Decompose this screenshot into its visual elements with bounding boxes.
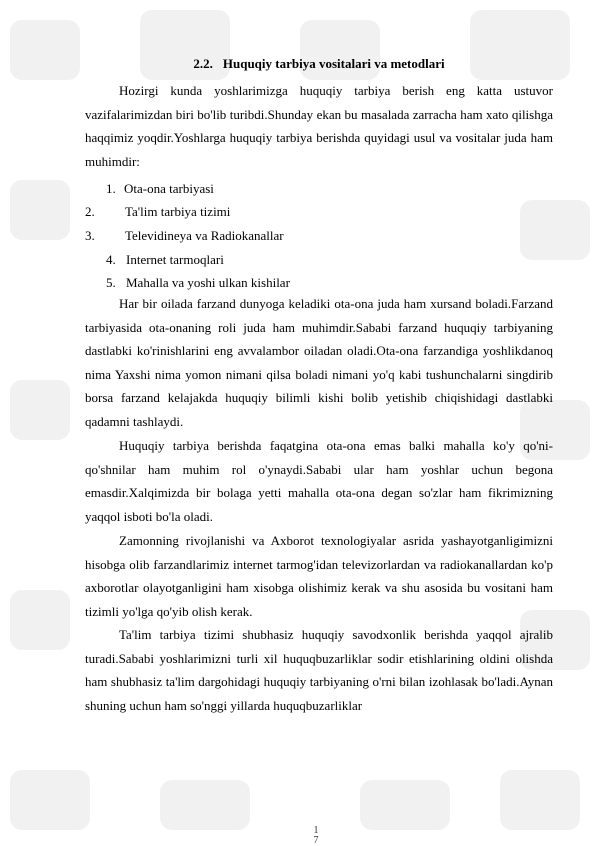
paragraph-text: Huquqiy tarbiya berishda faqatgina ota-ona emas balki mahalla ko'y qo'ni-qo'shnilar ham muhim rol o'ynaydi.Sababi ular ham yoshlar uchun begona emasdir.Xalqimizda bir bolaga yetti mahalla ota-ona degan so'zlar ham fikrimizning yaqqol isboti bo'la oladi. (85, 438, 553, 524)
list-item-number: 1. (106, 181, 116, 196)
body-paragraph-mahalla (85, 434, 553, 528)
list-item-text: Ta'lim tarbiya tizimi (125, 204, 231, 219)
list-item (106, 275, 290, 291)
list-item-text: Televidineya va Radiokanallar (125, 228, 284, 243)
list-item (106, 252, 224, 268)
list-item-number: 3. (85, 228, 95, 243)
section-heading (85, 56, 553, 72)
page-number-line: 7 (313, 835, 319, 846)
list-item (85, 204, 230, 220)
list-item-number: 5. (106, 275, 116, 290)
section-number: 2.2. (193, 56, 213, 71)
paragraph-text: Ta'lim tarbiya tizimi shubhasiz huquqiy savodxonlik berishda yaqqol ajralib turadi.Sababi yoshlarimizni turli xil huquqbuzarliklar sodir etishlarining oldini olishda ham shubhasiz ta'lim dargohidagi huquqiy tarbiyaning o'rni bilan izohlasak bo'ladi.Aynan shuning uchun ham so'nggi yillarda huquqbuzarliklar (85, 627, 553, 713)
paragraph-text: Zamonning rivojlanishi va Axborot texnologiyalar asrida yashayotganligimizni hisobga olib farzandlarimiz internet tarmog'idan televizorlardan va radiokanallardan ko'p axborotlar olayotganligini ham xisobga olishimiz kerak va shu asosida bu vositani ham tizimli yo'lga qo'yib olish kerak. (85, 533, 553, 619)
body-paragraph-family (85, 292, 553, 434)
list-item-text: Ota-ona tarbiyasi (124, 181, 214, 196)
list-item-text: Mahalla va yoshi ulkan kishilar (126, 275, 290, 290)
paragraph-text: Har bir oilada farzand dunyoga keladiki ota-ona juda ham xursand boladi.Farzand tarbiyasida ota-onaning roli juda ham muhimdir.Sababi farzand huquqiy tarbiyaning dastlabki ko'rinishlarini eng avvalambor oiladan oladi.Ota-ona farzandiga yoshlikdanoq nima Yaxshi nima yomon nimani qilsa boladi nimani yo'q kabi tushunchalarni singdirib borsa farzand kelajakda huquqiy bilimli kishi bolib yetishib chiqishidagi dastlabki qadamni tashlaydi. (85, 296, 553, 429)
page-number (312, 826, 320, 846)
section-title: Huquqiy tarbiya vositalari va metodlari (222, 56, 445, 71)
list-item-number: 4. (106, 252, 116, 267)
page-number-line: 1 (313, 825, 319, 836)
body-paragraph-education (85, 623, 553, 717)
body-paragraph-technology (85, 529, 553, 623)
intro-text: Hozirgi kunda yoshlarimizga huquqiy tarbiya berish eng katta ustuvor vazifalarimizdan biri bo'lib turibdi.Shunday ekan bu masalada zarracha ham xato qilishga haqqimiz yoqdir.Yoshlarga huquqiy tarbiya berishda quyidagi usul va vositalar juda ham muhimdir: (85, 83, 553, 169)
list-item-number: 2. (85, 204, 95, 219)
intro-paragraph (85, 79, 553, 173)
list-item (106, 181, 214, 197)
list-item-text: Internet tarmoqlari (126, 252, 224, 267)
list-item (85, 228, 284, 244)
